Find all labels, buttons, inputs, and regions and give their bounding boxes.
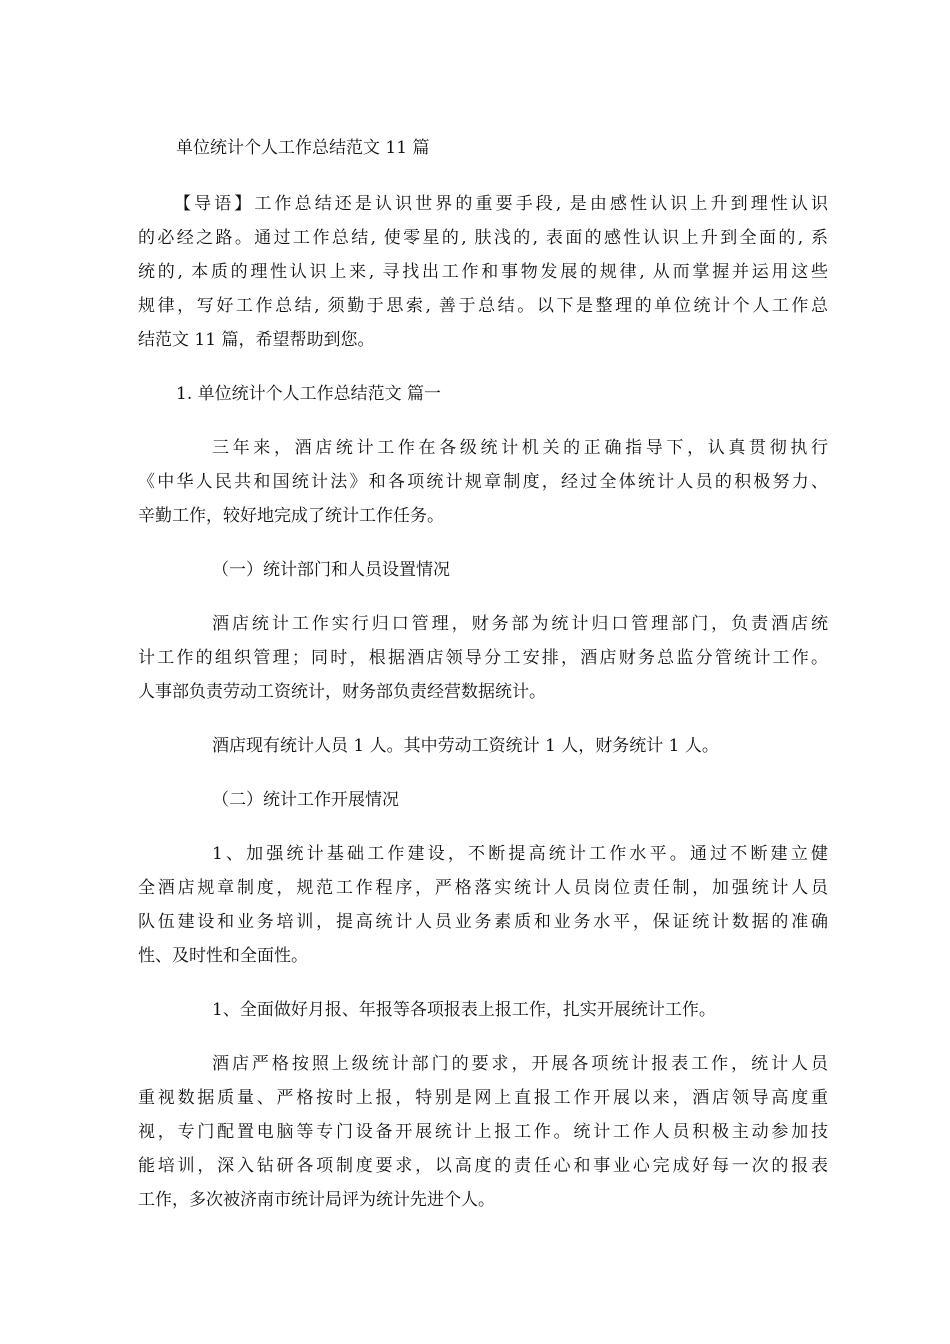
paragraph-line: 三年来，酒店统计工作在各级统计机关的正确指导下，认真贯彻执行 (212, 438, 828, 458)
paragraph-5: 1、全面做好月报、年报等各项报表上报工作，扎实开展统计工作。 (212, 1000, 716, 1020)
paragraph-line: 酒店统计工作实行归口管理，财务部为统计归口管理部门，负责酒店统 (212, 614, 828, 634)
paragraph-line: 计工作的组织管理；同时，根据酒店领导分工安排，酒店财务总监分管统计工作。 (138, 648, 828, 668)
paragraph-line: 人事部负责劳动工资统计，财务部负责经营数据统计。 (138, 682, 546, 702)
document-title: 单位统计个人工作总结范文 11 篇 (176, 138, 430, 158)
intro-line: 【导语】工作总结还是认识世界的重要手段, 是由感性认识上升到理性认识 (174, 194, 828, 214)
paragraph-line: 1、加强统计基础工作建设，不断提高统计工作水平。通过不断建立健 (212, 844, 828, 864)
intro-line: 结范文 11 篇，希望帮助到您。 (138, 330, 375, 350)
paragraph-line: 全酒店规章制度，规范工作程序，严格落实统计人员岗位责任制，加强统计人员 (138, 878, 828, 898)
subsection-heading-1: （一）统计部门和人员设置情况 (212, 560, 450, 580)
paragraph-line: 重视数据质量、严格按时上报，特别是网上直报工作开展以来，酒店领导高度重 (138, 1088, 828, 1108)
section-heading: 1. 单位统计个人工作总结范文 篇一 (176, 384, 442, 404)
paragraph-3: 酒店现有统计人员 1 人。其中劳动工资统计 1 人，财务统计 1 人。 (212, 736, 719, 756)
intro-line: 的必经之路。通过工作总结, 使零星的, 肤浅的, 表面的感性认识上升到全面的, 系 (138, 228, 828, 248)
intro-line: 规律，写好工作总结, 须勤于思索, 善于总结。以下是整理的单位统计个人工作总 (138, 296, 828, 316)
paragraph-line: 酒店严格按照上级统计部门的要求，开展各项统计报表工作，统计人员 (212, 1054, 828, 1074)
intro-line: 统的, 本质的理性认识上来, 寻找出工作和事物发展的规律, 从而掌握并运用这些 (138, 262, 828, 282)
paragraph-line: 辛勤工作，较好地完成了统计工作任务。 (138, 506, 444, 526)
paragraph-line: 能培训，深入钻研各项制度要求，以高度的责任心和事业心完成好每一次的报表 (138, 1156, 828, 1176)
paragraph-line: 性、及时性和全面性。 (138, 946, 308, 966)
paragraph-line: 《中华人民共和国统计法》和各项统计规章制度，经过全体统计人员的积极努力、 (138, 472, 828, 492)
paragraph-line: 视，专门配置电脑等专门设备开展统计上报工作。统计工作人员积极主动参加技 (138, 1122, 828, 1142)
paragraph-line: 队伍建设和业务培训，提高统计人员业务素质和业务水平，保证统计数据的准确 (138, 912, 828, 932)
subsection-heading-2: （二）统计工作开展情况 (212, 790, 399, 810)
paragraph-line: 工作，多次被济南市统计局评为统计先进个人。 (138, 1190, 495, 1210)
